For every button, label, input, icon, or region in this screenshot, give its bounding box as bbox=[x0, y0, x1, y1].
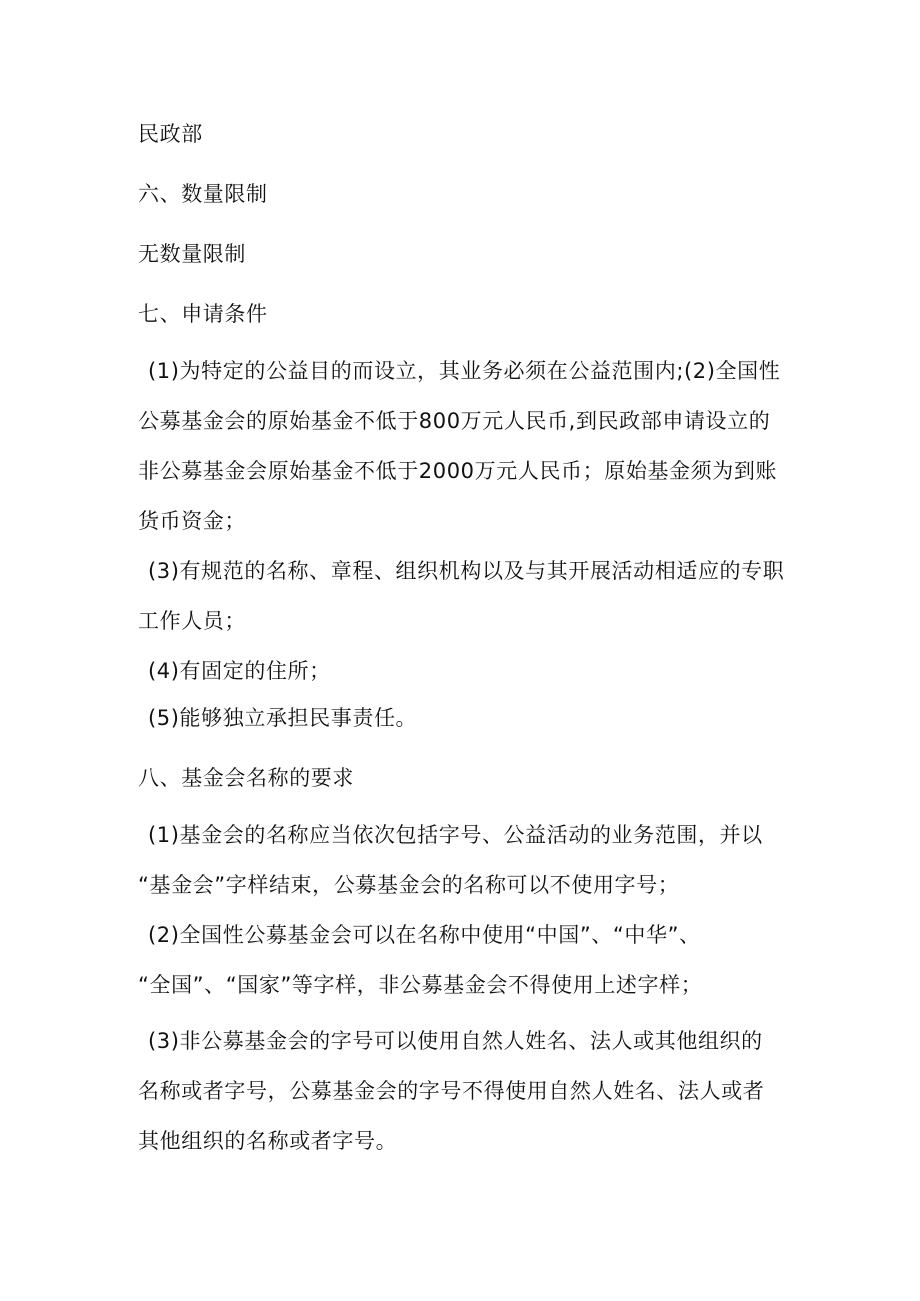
condition-line: (4)有固定的住所； bbox=[148, 659, 331, 683]
requirement-line: (3)非公募基金会的字号可以使用自然人姓名、法人或其他组织的 bbox=[148, 1029, 763, 1053]
heading-quantity-limit: 六、数量限制 bbox=[138, 182, 268, 206]
condition-line: 货币资金； bbox=[138, 509, 246, 533]
paragraph-ministry: 民政部 bbox=[138, 122, 203, 146]
requirement-line: 名称或者字号，公募基金会的字号不得使用自然人姓名、法人或者 bbox=[138, 1079, 765, 1103]
condition-line: 公募基金会的原始基金不低于800万元人民币,到民政部申请设立的 bbox=[138, 409, 771, 433]
requirement-line: “全国”、“国家”等字样，非公募基金会不得使用上述字样； bbox=[138, 973, 703, 997]
heading-name-requirements: 八、基金会名称的要求 bbox=[138, 766, 354, 790]
heading-application-conditions: 七、申请条件 bbox=[138, 302, 268, 326]
condition-line: (3)有规范的名称、章程、组织机构以及与其开展活动相适应的专职 bbox=[148, 559, 785, 583]
condition-line: (5)能够独立承担民事责任。 bbox=[148, 706, 418, 730]
requirement-line: (1)基金会的名称应当依次包括字号、公益活动的业务范围，并以 bbox=[148, 823, 763, 847]
requirement-line: 其他组织的名称或者字号。 bbox=[138, 1129, 398, 1153]
paragraph-no-limit: 无数量限制 bbox=[138, 242, 246, 266]
condition-line: (1)为特定的公益目的而设立，其业务必须在公益范围内;(2)全国性 bbox=[148, 359, 781, 383]
condition-line: 非公募基金会原始基金不低于2000万元人民币；原始基金须为到账 bbox=[138, 459, 778, 483]
requirement-line: (2)全国性公募基金会可以在名称中使用“中国”、“中华”、 bbox=[148, 923, 701, 947]
condition-line: 工作人员； bbox=[138, 609, 246, 633]
requirement-line: “基金会”字样结束，公募基金会的名称可以不使用字号； bbox=[138, 873, 680, 897]
